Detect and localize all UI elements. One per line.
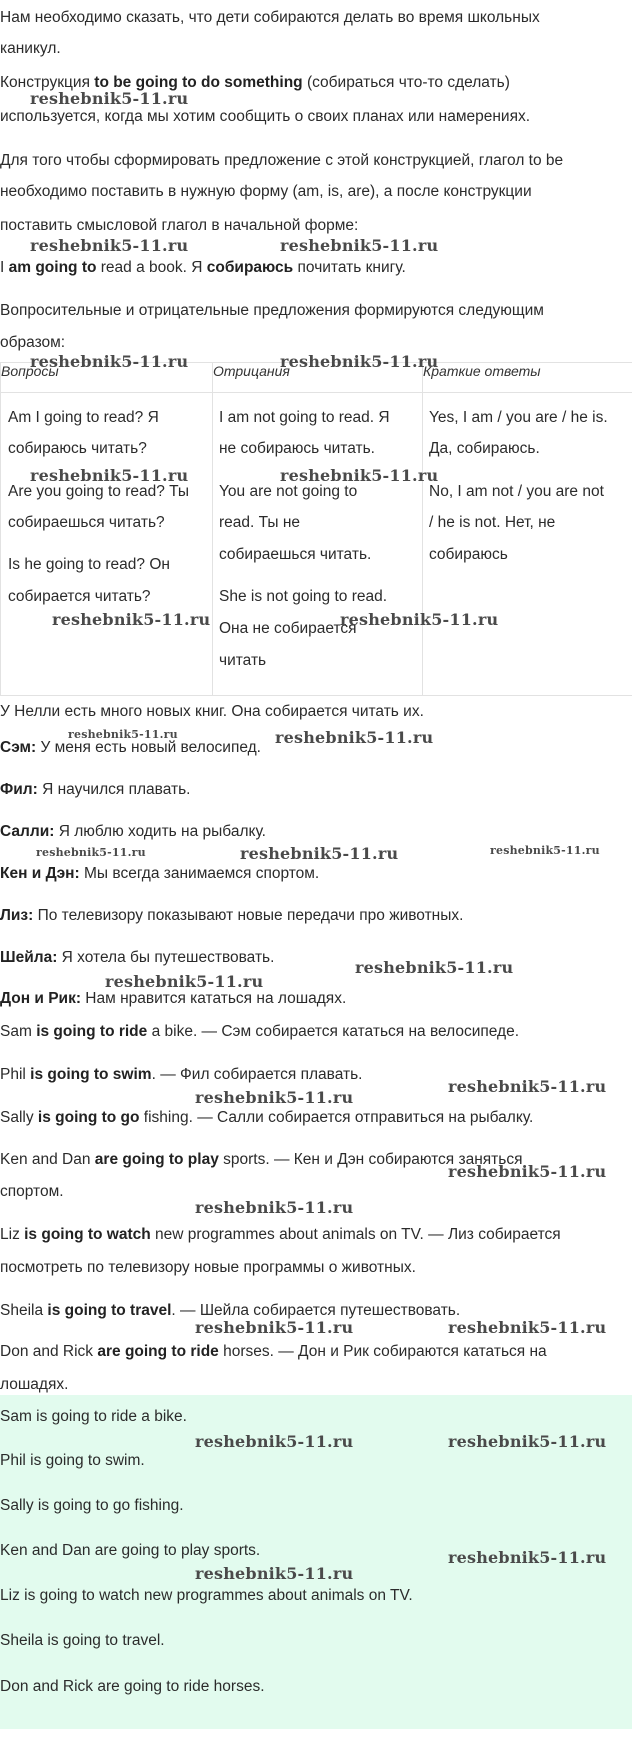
- negations-cell: [213, 393, 423, 696]
- table-line: собирается читать?: [8, 588, 151, 605]
- watermark: reshebnik5-11.ru: [448, 1318, 607, 1337]
- statement-sheila: Шейла: Я хотела бы путешествовать.: [0, 949, 275, 966]
- statement-liz: Лиз: По телевизору показывают новые передачи про животных.: [0, 907, 464, 924]
- intro-line-2: каникул.: [0, 40, 61, 57]
- table-line: собираюсь читать?: [8, 440, 147, 457]
- watermark: reshebnik5-11.ru: [195, 1088, 354, 1107]
- watermark: reshebnik5-11.ru: [30, 352, 189, 371]
- watermark: reshebnik5-11.ru: [30, 466, 189, 485]
- watermark: reshebnik5-11.ru: [195, 1318, 354, 1337]
- questions-cell: [1, 393, 213, 696]
- short-answers-cell: [423, 393, 632, 696]
- watermark: reshebnik5-11.ru: [275, 728, 434, 747]
- answer-line: Phil is going to swim.: [0, 1452, 145, 1469]
- watermark: reshebnik5-11.ru: [195, 1564, 354, 1583]
- answer-line: Don and Rick are going to ride horses.: [0, 1678, 265, 1695]
- rule-line-2: необходимо поставить в нужную форму (am, is, are), а после конструкции: [0, 183, 532, 200]
- statement-sally: Салли: Я люблю ходить на рыбалку.: [0, 823, 266, 840]
- translation-ken-dan-line2: спортом.: [0, 1183, 64, 1200]
- table-line: No, I am not / you are not: [429, 483, 604, 500]
- translation-liz-line2: посмотреть по телевизору новые программы о животных.: [0, 1259, 416, 1276]
- translation-ken-dan: Ken and Dan are going to play sports. — Кен и Дэн собираются заняться: [0, 1151, 523, 1168]
- translation-liz: Liz is going to watch new programmes about animals on TV. — Лиз собирается: [0, 1226, 561, 1243]
- watermark: reshebnik5-11.ru: [36, 846, 146, 859]
- answer-line: Sheila is going to travel.: [0, 1632, 165, 1649]
- table-line: Am I going to read? Я: [8, 409, 159, 426]
- watermark: reshebnik5-11.ru: [280, 466, 439, 485]
- construction-line-2: используется, когда мы хотим сообщить о своих планах или намерениях.: [0, 108, 531, 125]
- table-line: She is not going to read.: [219, 588, 388, 605]
- table-line: read. Ты не: [219, 514, 301, 531]
- watermark: reshebnik5-11.ru: [105, 972, 264, 991]
- translation-don-rick: Don and Rick are going to ride horses. — Дон и Рик собираются кататься на: [0, 1343, 547, 1360]
- question-intro-1: Вопросительные и отрицательные предложения формируются следующим: [0, 302, 544, 319]
- example-sentence: I am going to read a book. Я собираюсь почитать книгу.: [0, 259, 406, 276]
- answer-line: Ken and Dan are going to play sports.: [0, 1542, 261, 1559]
- watermark: reshebnik5-11.ru: [448, 1162, 607, 1181]
- statement-don-rick: Дон и Рик: Нам нравится кататься на лошадях.: [0, 990, 347, 1007]
- table-line: You are not going to: [219, 483, 358, 500]
- watermark: reshebnik5-11.ru: [280, 236, 439, 255]
- answer-line: Sally is going to go fishing.: [0, 1497, 184, 1514]
- header-negations: Отрицания: [213, 363, 423, 393]
- translation-sally: Sally is going to go fishing. — Салли собирается отправиться на рыбалку.: [0, 1109, 534, 1126]
- translation-sam: Sam is going to ride a bike. — Сэм собирается кататься на велосипеде.: [0, 1023, 520, 1040]
- statement-phil: Фил: Я научился плавать.: [0, 781, 191, 798]
- table-line: собираешься читать.: [219, 546, 372, 563]
- watermark: reshebnik5-11.ru: [195, 1198, 354, 1217]
- translation-sheila: Sheila is going to travel. — Шейла собирается путешествовать.: [0, 1302, 461, 1319]
- watermark: reshebnik5-11.ru: [340, 610, 499, 629]
- watermark: reshebnik5-11.ru: [280, 352, 439, 371]
- statement-ken-dan: Кен и Дэн: Мы всегда занимаемся спортом.: [0, 865, 320, 882]
- table-line: читать: [219, 652, 267, 669]
- table-line: Yes, I am / you are / he is.: [429, 409, 608, 426]
- table-line: собираешься читать?: [8, 514, 165, 531]
- table-line: / he is not. Нет, не: [429, 514, 556, 531]
- table-line: собираюсь: [429, 546, 508, 563]
- table-line: Она не собирается: [219, 620, 357, 637]
- watermark: reshebnik5-11.ru: [355, 958, 514, 977]
- grammar-table: [0, 362, 632, 696]
- table-line: I am not going to read. Я: [219, 409, 390, 426]
- rule-line-3: поставить смысловой глагол в начальной форме:: [0, 217, 359, 234]
- watermark: reshebnik5-11.ru: [240, 844, 399, 863]
- table-line: Is he going to read? Он: [8, 556, 170, 573]
- intro-line-1: Нам необходимо сказать, что дети собираются делать во время школьных: [0, 9, 540, 26]
- translation-phil: Phil is going to swim. — Фил собирается плавать.: [0, 1066, 363, 1083]
- rule-line-1: Для того чтобы сформировать предложение с этой конструкцией, глагол to be: [0, 152, 564, 169]
- table-line: Are you going to read? Ты: [8, 483, 190, 500]
- watermark: reshebnik5-11.ru: [68, 728, 178, 741]
- watermark: reshebnik5-11.ru: [448, 1548, 607, 1567]
- statement-sam: Сэм: У меня есть новый велосипед.: [0, 739, 261, 756]
- table-line: не собираюсь читать.: [219, 440, 375, 457]
- answer-line: Sam is going to ride a bike.: [0, 1408, 187, 1425]
- header-short-answers: Краткие ответы: [423, 363, 632, 393]
- watermark: reshebnik5-11.ru: [195, 1432, 354, 1451]
- nelly-sentence: У Нелли есть много новых книг. Она собирается читать их.: [0, 703, 424, 720]
- answer-line: Liz is going to watch new programmes about animals on TV.: [0, 1587, 413, 1604]
- construction-line: Конструкция to be going to do something (собираться что-то сделать): [0, 74, 510, 91]
- watermark: reshebnik5-11.ru: [448, 1077, 607, 1096]
- table-line: Да, собираюсь.: [429, 440, 540, 457]
- translation-don-rick-line2: лошадях.: [0, 1376, 69, 1393]
- question-intro-2: образом:: [0, 334, 66, 351]
- watermark: reshebnik5-11.ru: [52, 610, 211, 629]
- watermark: reshebnik5-11.ru: [30, 89, 189, 108]
- header-questions: Вопросы: [1, 363, 213, 393]
- watermark: reshebnik5-11.ru: [448, 1432, 607, 1451]
- watermark: reshebnik5-11.ru: [30, 236, 189, 255]
- watermark: reshebnik5-11.ru: [490, 844, 600, 857]
